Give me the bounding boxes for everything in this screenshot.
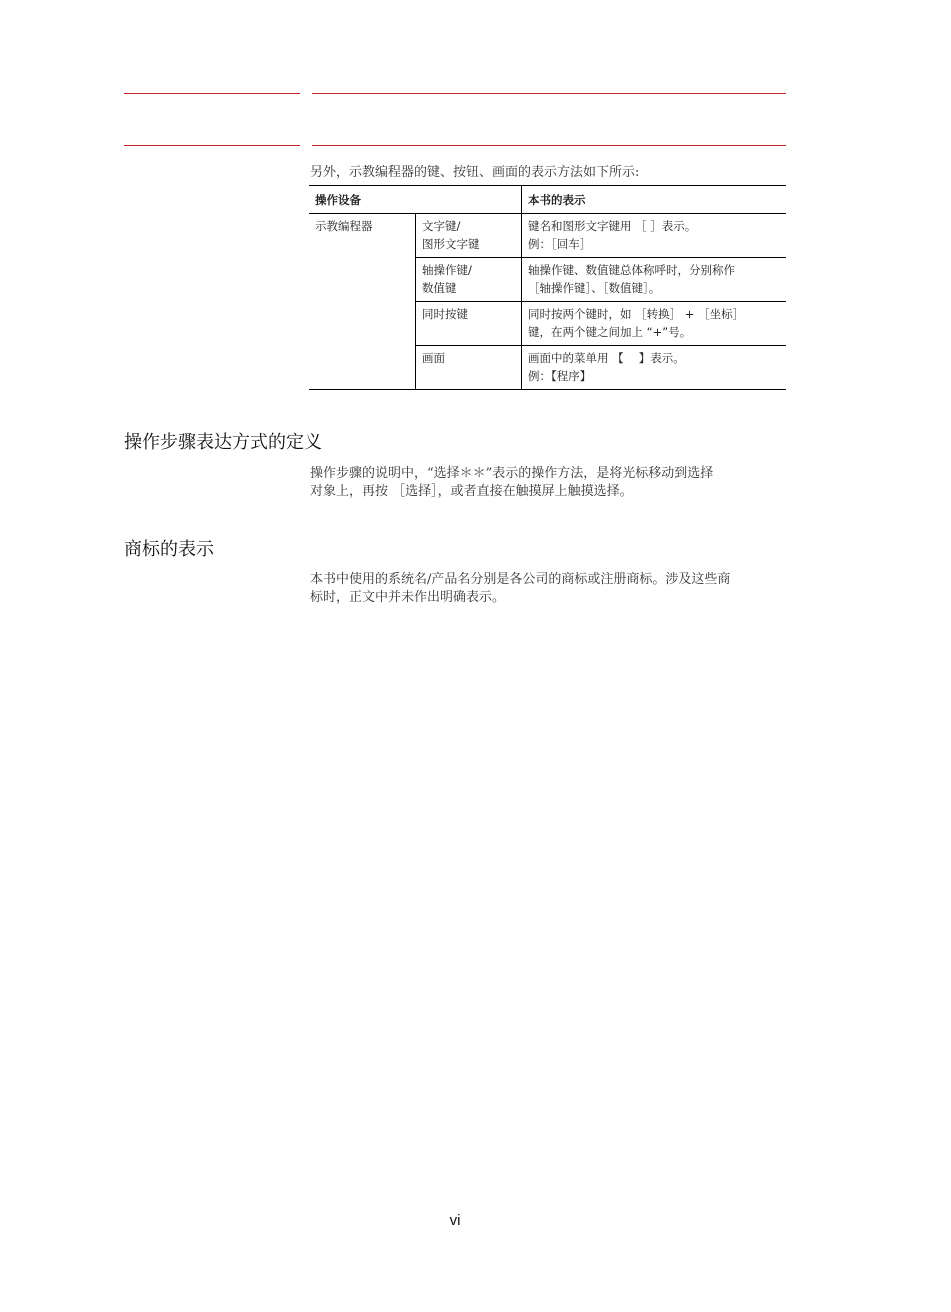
notation-cell: [522, 302, 787, 346]
notation-line: 例：［回车］: [528, 237, 592, 251]
paragraph-line: 对象上，再按 ［选择］，或者直接在触摸屏上触摸选择。: [310, 484, 633, 499]
key-type-cell: [416, 302, 522, 346]
notation-cell: [522, 258, 787, 302]
notation-line: 画面中的菜单用 【 】表示。: [528, 351, 685, 365]
section-title-trademark: 商标的表示: [124, 539, 214, 560]
table-row: [309, 214, 786, 258]
notation-cell: [522, 346, 787, 390]
key-type-cell: [416, 214, 522, 258]
key-notation-table: [309, 185, 786, 390]
notation-cell: [522, 214, 787, 258]
key-type-line: 数值键: [422, 281, 457, 295]
paragraph-line: 本书中使用的系统名/产品名分别是各公司的商标或注册商标。涉及这些商: [310, 572, 731, 587]
header-rule-left-top: [124, 93, 300, 94]
key-type-line: 文字键/: [422, 219, 461, 233]
table-header-notation: 本书的表示: [522, 186, 787, 214]
device-cell: 示教编程器: [309, 214, 416, 390]
section-title-procedure: 操作步骤表达方式的定义: [124, 432, 322, 453]
notation-line: 键，在两个键之间加上 “+”号。: [528, 325, 692, 339]
paragraph-line: 标时，正文中并未作出明确表示。: [310, 590, 506, 605]
header-rule-right-bottom: [312, 145, 786, 146]
notation-line: 例：【程序】: [528, 369, 592, 383]
key-type-line: 同时按键: [422, 307, 468, 321]
notation-line: 轴操作键、数值键总体称呼时，分别称作: [528, 263, 735, 277]
key-type-cell: [416, 346, 522, 390]
notation-line: 同时按两个键时，如 ［转换］ + ［坐标］: [528, 307, 745, 321]
header-rule-left-bottom: [124, 145, 300, 146]
section-body-procedure: [310, 465, 786, 501]
notation-line: ［轴操作键］、［数值键］。: [528, 281, 661, 295]
key-type-line: 轴操作键/: [422, 263, 472, 277]
paragraph-line: 操作步骤的说明中，“选择＊＊”表示的操作方法，是将光标移动到选择: [310, 466, 714, 481]
key-type-line: 画面: [422, 351, 445, 365]
header-rule-right-top: [312, 93, 786, 94]
intro-text: 另外，示教编程器的键、按钮、画面的表示方法如下所示:: [310, 165, 640, 180]
key-type-line: 图形文字键: [422, 237, 480, 251]
table-header-row: [309, 186, 786, 214]
table-header-device: 操作设备: [309, 186, 522, 214]
section-body-trademark: [310, 571, 786, 607]
page-number: vi: [449, 1212, 461, 1229]
key-type-cell: [416, 258, 522, 302]
notation-line: 键名和图形文字键用 ［ ］表示。: [528, 219, 697, 233]
